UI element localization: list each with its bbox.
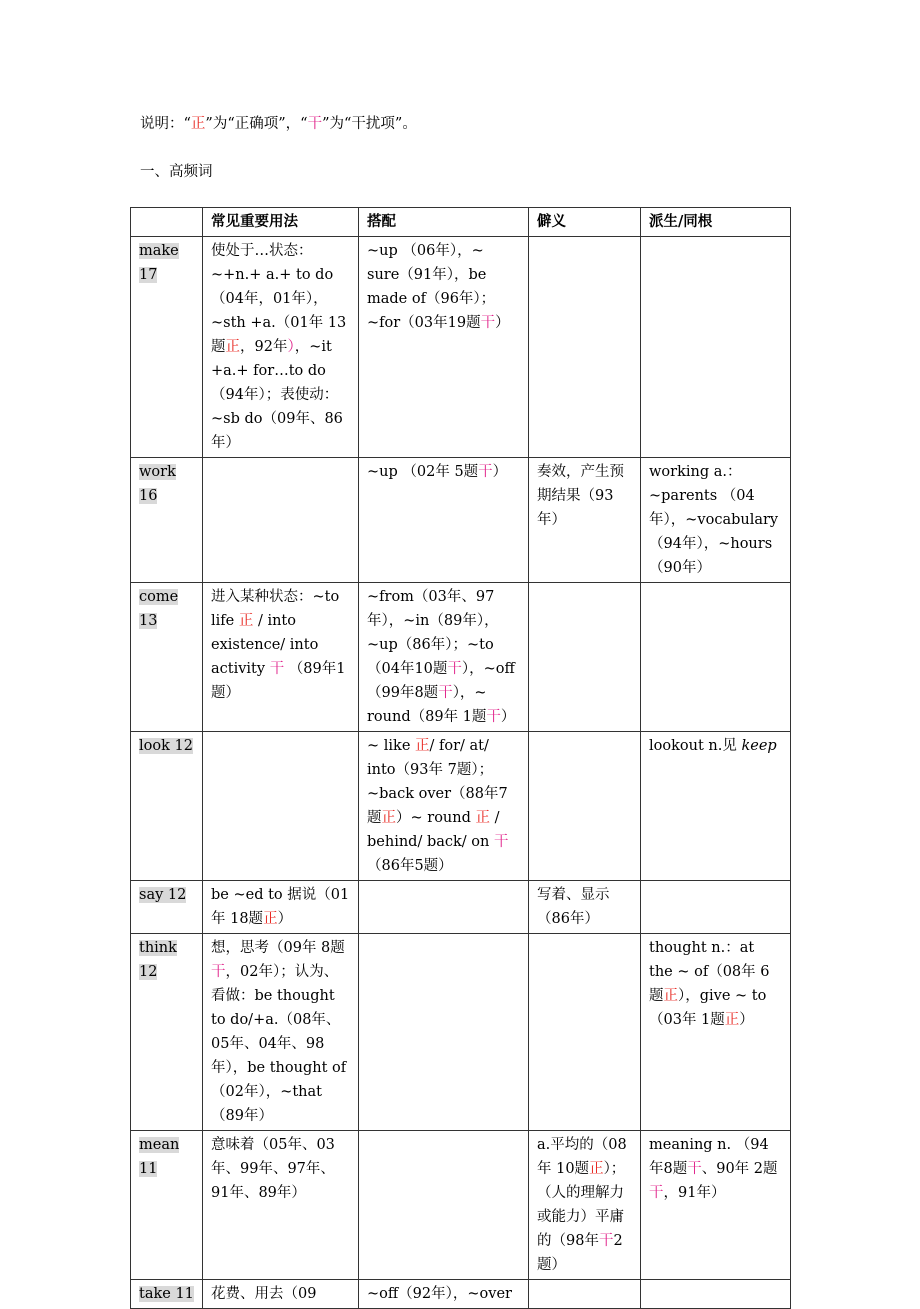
derived-cell — [641, 732, 791, 881]
header-usage: 常见重要用法 — [203, 208, 359, 237]
distractor-mark: 干 — [438, 685, 453, 701]
distractor-mark: 干 — [598, 1233, 614, 1249]
derived-cell — [641, 237, 791, 458]
cell-text: ），~ round（89年 1题 — [367, 685, 487, 725]
cell-text: / behind/ back/ on — [367, 810, 500, 850]
table-row — [131, 934, 791, 1131]
word-cell — [131, 881, 203, 934]
cell-text: ）；（人的理解力或能力）平庸的（98年 — [537, 1161, 626, 1249]
cell-text: be ~ed to 据说（01年 18题 — [211, 887, 350, 927]
section-title: 一、高频词 — [140, 164, 213, 180]
legend-mid1: ”为“正确项”，“ — [205, 116, 308, 132]
cell-text: ） — [277, 911, 293, 927]
word-cell — [131, 732, 203, 881]
usage-cell — [203, 1280, 359, 1309]
headword: take 11 — [139, 1286, 194, 1302]
distractor-mark: 干 — [269, 661, 285, 677]
usage-cell — [203, 881, 359, 934]
legend-prefix: 说明：“ — [140, 116, 191, 132]
cell-text: meaning n. （94年8题 — [649, 1137, 769, 1177]
cell-text: 奏效，产生预期结果（93年） — [537, 464, 624, 528]
derived-cell — [641, 1131, 791, 1280]
distractor-mark: 干 — [687, 1161, 702, 1177]
distractor-mark: 干 — [478, 464, 493, 480]
vocab-table — [130, 207, 791, 1309]
table-row — [131, 1280, 791, 1309]
word-cell — [131, 237, 203, 458]
headword: work — [139, 464, 176, 480]
headword: make — [139, 243, 179, 259]
usage-cell — [203, 583, 359, 732]
table-body — [131, 237, 791, 1309]
cell-text: ~from（03年、97年），~in（89年），~up（86年）；~to（04年10题 — [367, 589, 499, 677]
rare-meaning-cell — [529, 732, 641, 881]
rare-meaning-cell — [529, 881, 641, 934]
headword: come — [139, 589, 179, 605]
cell-text: ~up （02年 5题 — [367, 464, 479, 480]
header-word — [131, 208, 203, 237]
cell-text: ，02年）；认为、看做：be thought to do/+a.（08年、05年、04年、98年），be thought of （02年），~that （89年） — [211, 964, 347, 1124]
cell-text: ） — [495, 315, 510, 331]
usage-cell — [203, 732, 359, 881]
cell-text: ） — [492, 464, 508, 480]
collocation-cell — [359, 583, 529, 732]
headword: think — [139, 940, 177, 956]
correct-mark: 正 — [589, 1161, 604, 1177]
frequency-count: 16 — [139, 488, 158, 504]
usage-cell — [203, 237, 359, 458]
cell-text: 使处于…状态：~+n.+ a.+ to do（04年，01年），~sth +a.（01年 13题 — [211, 243, 347, 355]
cell-text: ），~off（99年8题 — [367, 661, 515, 701]
correct-mark: 正 — [663, 988, 678, 1004]
cell-text: ）~ round — [396, 810, 476, 826]
derived-cell — [641, 1280, 791, 1309]
frequency-count: 17 — [139, 267, 158, 283]
header-derived: 派生/同根 — [641, 208, 791, 237]
word-cell — [131, 1280, 203, 1309]
cell-text: working a.：~parents （04年），~vocabulary （94年），~hours （90年） — [649, 464, 779, 576]
legend-note — [140, 113, 417, 135]
distractor-mark: ） — [287, 339, 295, 355]
headword: look 12 — [139, 738, 193, 754]
correct-mark: 正 — [263, 911, 278, 927]
distractor-mark: 干 — [447, 661, 462, 677]
correct-mark: 正 — [238, 613, 254, 629]
correct-mark: 正 — [724, 1012, 740, 1028]
legend-distractor-mark: 干 — [307, 116, 323, 132]
cell-text: ，92年 — [240, 339, 288, 355]
cell-text: ），give ~ to（03年 1题 — [649, 988, 767, 1028]
cell-text: （89年1题） — [211, 661, 346, 701]
word-cell — [131, 1131, 203, 1280]
cell-text: ，~it +a.+ for…to do （94年）；表使动：~sb do（09年、86年） — [211, 339, 343, 451]
headword: say 12 — [139, 887, 187, 903]
distractor-mark: 干 — [486, 709, 501, 725]
correct-mark: 正 — [475, 810, 490, 826]
cell-text: ~up （06年），~ sure（91年），be made of（96年）；~for（03年19题 — [367, 243, 496, 331]
table-header-row — [131, 208, 791, 237]
header-rare-meaning: 僻义 — [529, 208, 641, 237]
word-cell — [131, 458, 203, 583]
cell-text: （86年5题） — [367, 858, 453, 874]
rare-meaning-cell — [529, 237, 641, 458]
word-cell — [131, 583, 203, 732]
word-cell — [131, 934, 203, 1131]
distractor-mark: 干 — [649, 1185, 664, 1201]
derived-cell — [641, 881, 791, 934]
cell-text: keep — [741, 738, 777, 754]
cell-text: lookout n.见 — [649, 738, 742, 754]
header-collocation: 搭配 — [359, 208, 529, 237]
legend-correct-mark: 正 — [190, 116, 206, 132]
usage-cell — [203, 458, 359, 583]
frequency-count: 11 — [139, 1161, 158, 1177]
headword: mean — [139, 1137, 180, 1153]
rare-meaning-cell — [529, 458, 641, 583]
cell-text: 花费、用去（09 — [211, 1286, 317, 1302]
usage-cell — [203, 934, 359, 1131]
frequency-count: 13 — [139, 613, 158, 629]
cell-text: ~ like — [367, 738, 416, 754]
distractor-mark: 干 — [211, 964, 226, 980]
usage-cell — [203, 1131, 359, 1280]
cell-text: ） — [500, 709, 516, 725]
legend-mid2: ”为“干扰项”。 — [322, 116, 417, 132]
collocation-cell — [359, 934, 529, 1131]
derived-cell — [641, 583, 791, 732]
frequency-count: 12 — [139, 964, 158, 980]
derived-cell — [641, 458, 791, 583]
correct-mark: 正 — [381, 810, 396, 826]
cell-text: ） — [739, 1012, 754, 1028]
derived-cell — [641, 934, 791, 1131]
cell-text: ~off（92年），~over — [367, 1286, 512, 1302]
table-row — [131, 881, 791, 934]
collocation-cell — [359, 458, 529, 583]
distractor-mark: 干 — [480, 315, 496, 331]
distractor-mark: 干 — [493, 834, 509, 850]
cell-text: 进入某种状态：~to life — [211, 589, 340, 629]
cell-text: 、90年 2题 — [701, 1161, 778, 1177]
correct-mark: 正 — [225, 339, 240, 355]
cell-text: 想，思考（09年 8题 — [211, 940, 345, 956]
cell-text: / for/ at/ into（93年 7题）；~back over（88年7题 — [367, 738, 508, 826]
rare-meaning-cell — [529, 934, 641, 1131]
cell-text: 写着、显示（86年） — [537, 887, 610, 927]
collocation-cell — [359, 237, 529, 458]
rare-meaning-cell — [529, 583, 641, 732]
table-row — [131, 732, 791, 881]
collocation-cell — [359, 1131, 529, 1280]
rare-meaning-cell — [529, 1280, 641, 1309]
collocation-cell — [359, 881, 529, 934]
correct-mark: 正 — [415, 738, 430, 754]
cell-text: a.平均的（08年 10题 — [537, 1137, 627, 1177]
table-row — [131, 458, 791, 583]
table-row — [131, 583, 791, 732]
collocation-cell — [359, 732, 529, 881]
cell-text: 意味着（05年、03年、99年、97年、91年、89年） — [211, 1137, 335, 1201]
cell-text: ，91年） — [663, 1185, 726, 1201]
cell-text: / into existence/ into activity — [211, 613, 319, 677]
cell-text: 2题） — [537, 1233, 623, 1273]
cell-text: thought n.：at the ~ of（08年 6题 — [649, 940, 770, 1004]
collocation-cell — [359, 1280, 529, 1309]
table-row — [131, 1131, 791, 1280]
rare-meaning-cell — [529, 1131, 641, 1280]
table-row — [131, 237, 791, 458]
